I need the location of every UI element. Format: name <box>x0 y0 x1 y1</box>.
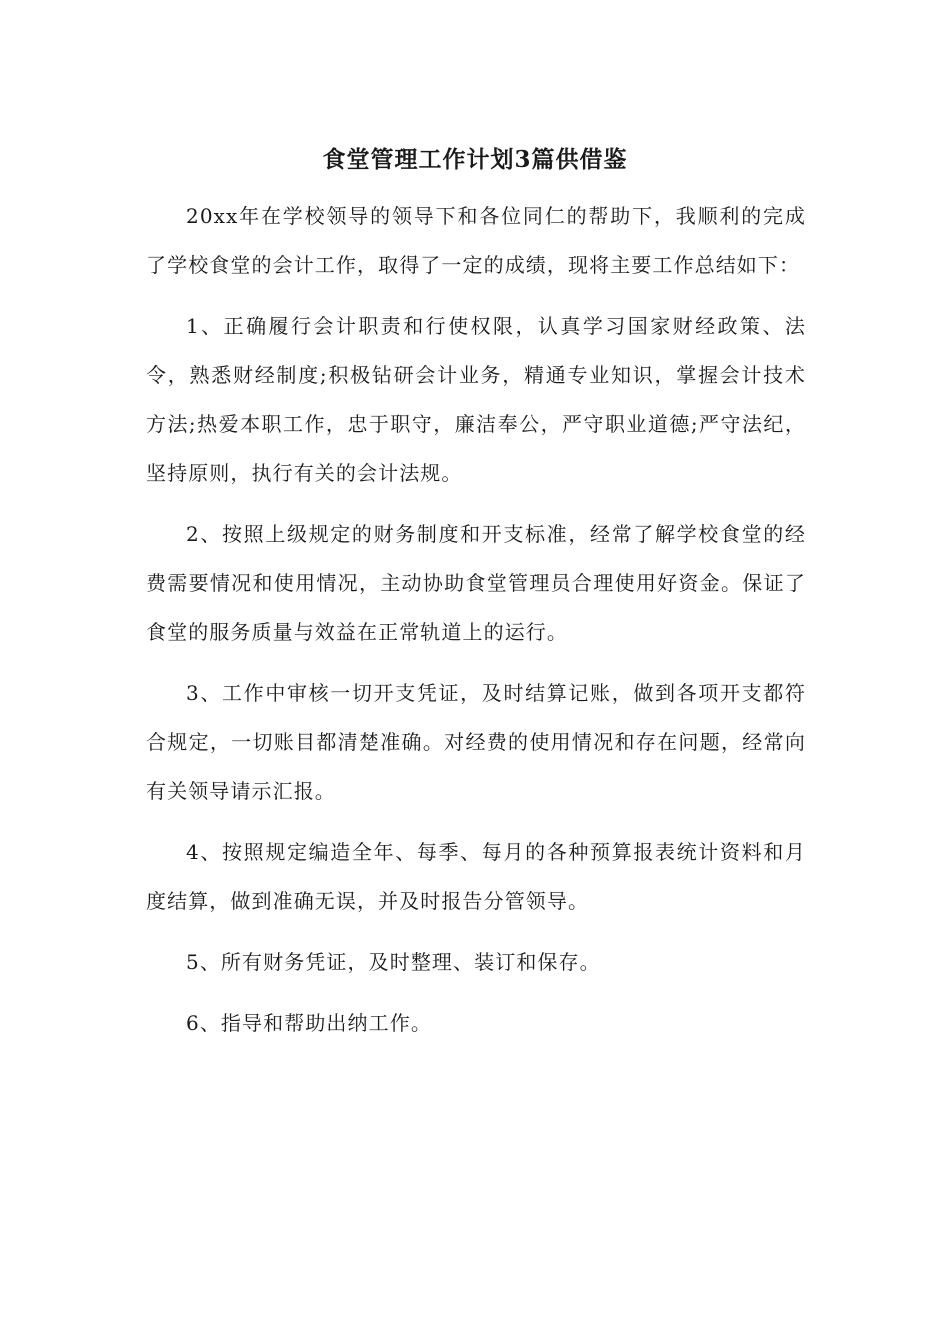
document-title: 食堂管理工作计划3篇供借鉴 <box>322 146 628 173</box>
paragraph-item-5: 5、所有财务凭证，及时整理、装订和保存。 <box>186 950 601 974</box>
paragraph-item-3: 3、工作中审核一切开支凭证，及时结算记账，做到各项开支都符合规定，一切账目都清楚准确。对经费的使用情况和存在问题，经常向有关领导请示汇报。 <box>146 681 806 803</box>
paragraph-item-1: 1、正确履行会计职责和行使权限，认真学习国家财经政策、法令，熟悉财经制度;积极钻研会计业务，精通专业知识，掌握会计技术方法;热爱本职工作，忠于职守，廉洁奉公，严守职业道德;严守法纪，坚持原则，执行有关的会计法规。 <box>146 314 806 485</box>
paragraph-item-6: 6、指导和帮助出纳工作。 <box>186 1011 432 1035</box>
paragraph-item-4: 4、按照规定编造全年、每季、每月的各种预算报表统计资料和月度结算，做到准确无误，并及时报告分管领导。 <box>146 840 806 913</box>
paragraph-intro: 20xx年在学校领导的领导下和各位同仁的帮助下，我顺利的完成了学校食堂的会计工作，取得了一定的成绩，现将主要工作总结如下： <box>146 204 806 277</box>
document-body <box>146 192 806 1060</box>
paragraph-item-2: 2、按照上级规定的财务制度和开支标准，经常了解学校食堂的经费需要情况和使用情况，主动协助食堂管理员合理使用好资金。保证了食堂的服务质量与效益在正常轨道上的运行。 <box>146 522 806 644</box>
